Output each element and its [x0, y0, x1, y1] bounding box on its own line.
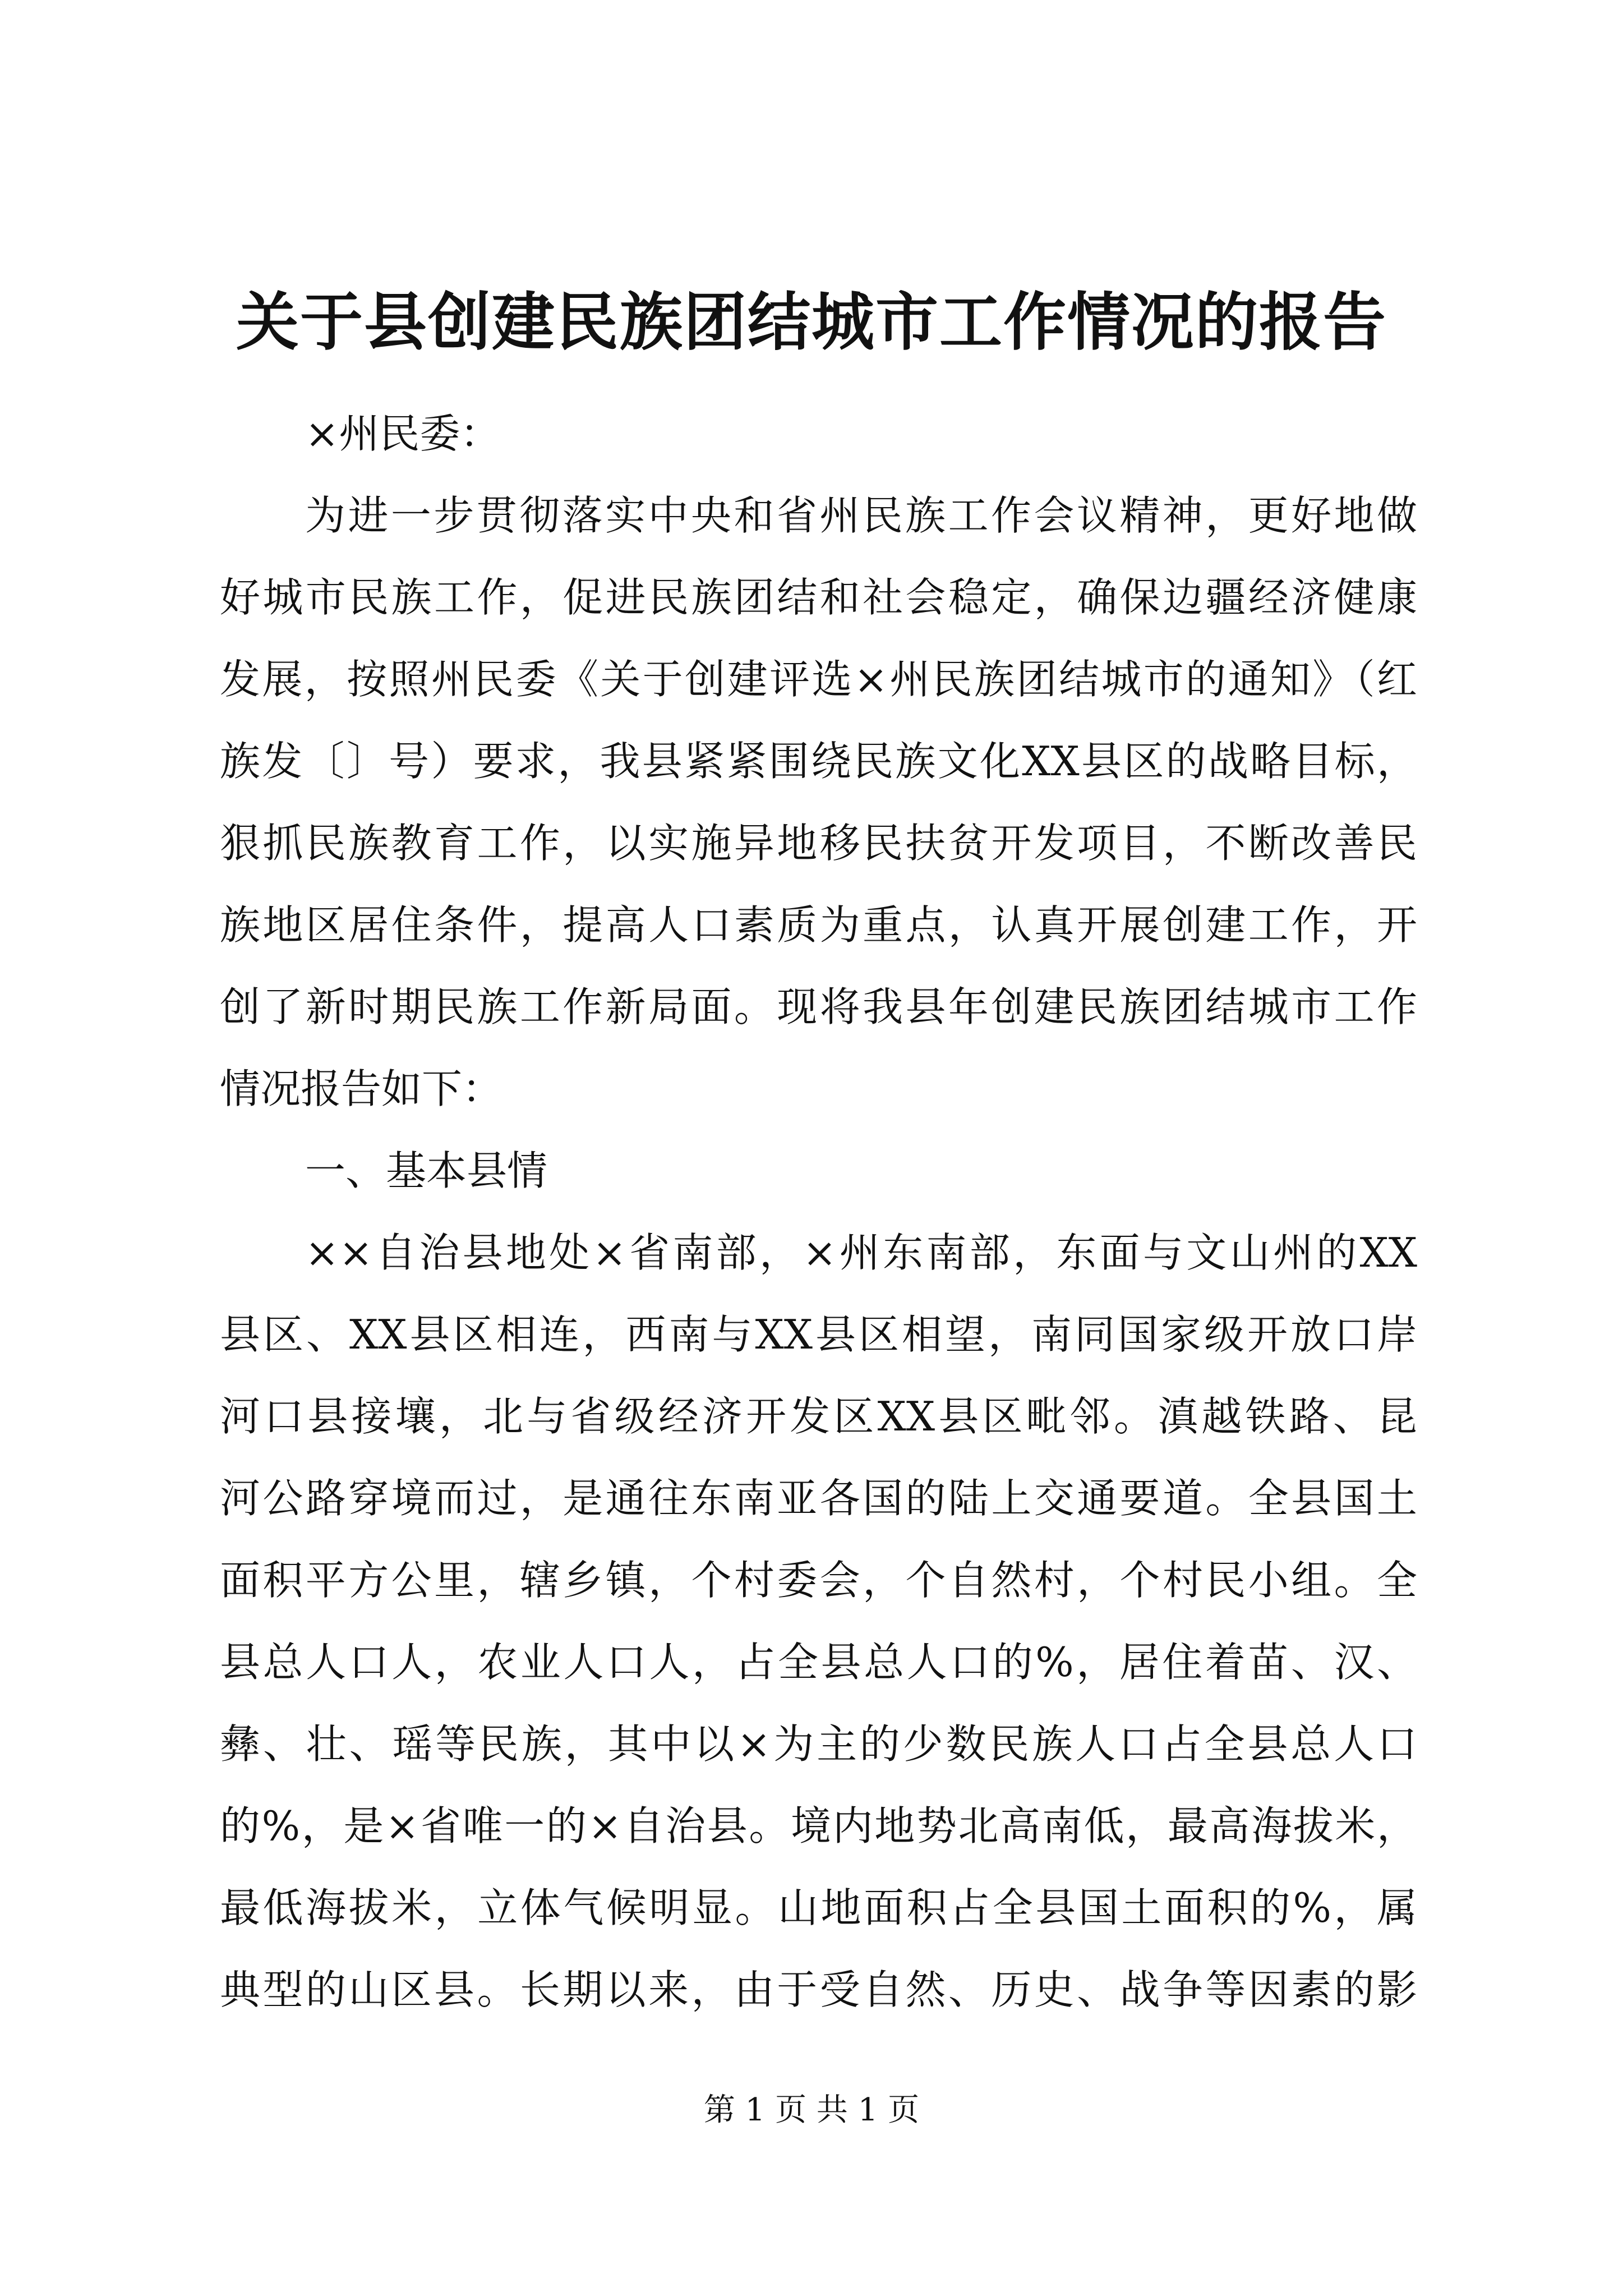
- salutation-line: ×州民委：: [305, 410, 501, 457]
- paragraph-line: 发展，按照州民委《关于创建评选×州民族团结城市的通知》（红: [220, 656, 1417, 703]
- paragraph-line: 面积平方公里，辖乡镇，个村委会，个自然村，个村民小组。全: [220, 1557, 1417, 1604]
- paragraph-line: 河口县接壤，北与省级经济开发区XX县区毗邻。滇越铁路、昆: [220, 1393, 1417, 1440]
- paragraph-line: 族地区居住条件，提高人口素质为重点，认真开展创建工作，开: [220, 901, 1417, 949]
- section-heading: 一、基本县情: [305, 1147, 548, 1194]
- page-number-footer: 第 1 页 共 1 页: [703, 2092, 920, 2128]
- paragraph-line: 好城市民族工作，促进民族团结和社会稳定，确保边疆经济健康: [220, 574, 1417, 621]
- paragraph-line: 最低海拔米，立体气候明显。山地面积占全县国土面积的%，属: [220, 1884, 1417, 1931]
- paragraph-line: 河公路穿境而过，是通往东南亚各国的陆上交通要道。全县国土: [220, 1475, 1417, 1522]
- document-title: 关于县创建民族团结城市工作情况的报告: [236, 286, 1387, 359]
- paragraph-line: 的%，是×省唯一的×自治县。境内地势北高南低，最高海拔米，: [220, 1802, 1417, 1849]
- paragraph-line: 狠抓民族教育工作，以实施异地移民扶贫开发项目，不断改善民: [220, 820, 1417, 867]
- document-body: [220, 393, 1417, 2031]
- paragraph-line: 县总人口人，农业人口人，占全县总人口的%，居住着苗、汉、: [220, 1639, 1417, 1686]
- paragraph-line: 彝、壮、瑶等民族，其中以×为主的少数民族人口占全县总人口: [220, 1720, 1417, 1768]
- paragraph-line: ××自治县地处×省南部，×州东南部，东面与文山州的XX: [305, 1229, 1417, 1276]
- paragraph-line: 族发〔〕号）要求，我县紧紧围绕民族文化XX县区的战略目标，: [220, 738, 1417, 785]
- paragraph-line: 情况报告如下：: [220, 1065, 503, 1112]
- paragraph-line: 县区、XX县区相连，西南与XX县区相望，南同国家级开放口岸: [220, 1311, 1417, 1358]
- paragraph-line: 创了新时期民族工作新局面。现将我县年创建民族团结城市工作: [220, 983, 1417, 1030]
- paragraph-line: 典型的山区县。长期以来，由于受自然、历史、战争等因素的影: [220, 1966, 1417, 2013]
- paragraph-line: 为进一步贯彻落实中央和省州民族工作会议精神，更好地做: [305, 492, 1417, 539]
